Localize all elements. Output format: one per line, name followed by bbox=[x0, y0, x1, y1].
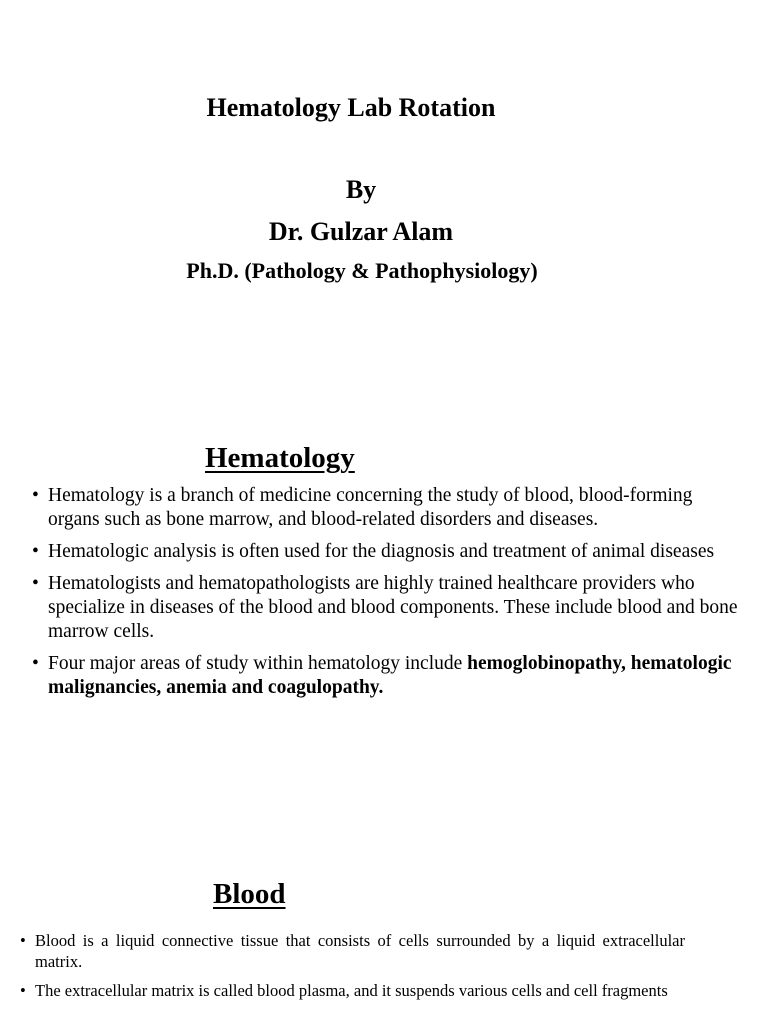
bullet-icon: • bbox=[32, 485, 39, 506]
bullet-icon: • bbox=[32, 541, 39, 562]
bullet-icon: • bbox=[32, 573, 39, 594]
byline-label: By bbox=[345, 175, 377, 204]
list-item bbox=[32, 572, 748, 644]
bullet-text: Hematology is a branch of medicine concerning the study of blood, blood-forming organs such as bone marrow, and blood-related disorders and diseases. bbox=[48, 485, 693, 530]
bullet-text: Blood is a liquid connective tissue that consists of cells surrounded by a liquid extracellular matrix. bbox=[35, 931, 685, 971]
bullet-text: Four major areas of study within hematology include bbox=[48, 653, 468, 674]
author-name: Dr. Gulzar Alam bbox=[268, 217, 454, 246]
bullet-icon: • bbox=[20, 931, 26, 950]
list-item bbox=[20, 930, 685, 972]
bullet-emphasis: hemoglobinopathy, hematologic malignancies, anemia and coagulopathy. bbox=[48, 653, 732, 698]
blood-bullet-list bbox=[20, 930, 685, 1009]
bullet-icon: • bbox=[32, 653, 39, 674]
bullet-text: The extracellular matrix is called blood plasma, and it suspends various cells and cell fragments bbox=[35, 981, 668, 1000]
hematology-heading: Hematology bbox=[205, 442, 355, 474]
list-item bbox=[32, 540, 748, 564]
hematology-bullet-list bbox=[32, 484, 748, 708]
author-credentials: Ph.D. (Pathology & Pathophysiology) bbox=[186, 258, 538, 283]
list-item bbox=[32, 652, 748, 700]
bullet-icon: • bbox=[20, 981, 26, 1000]
bullet-text: Hematologic analysis is often used for the diagnosis and treatment of animal diseases bbox=[48, 541, 715, 562]
blood-heading: Blood bbox=[213, 878, 286, 910]
list-item bbox=[20, 980, 685, 1001]
bullet-text: Hematologists and hematopathologists are highly trained healthcare providers who specialize in diseases of the blood and blood components. These include blood and bone marrow cells. bbox=[48, 573, 738, 642]
slide-title: Hematology Lab Rotation bbox=[206, 93, 496, 122]
list-item bbox=[32, 484, 748, 532]
